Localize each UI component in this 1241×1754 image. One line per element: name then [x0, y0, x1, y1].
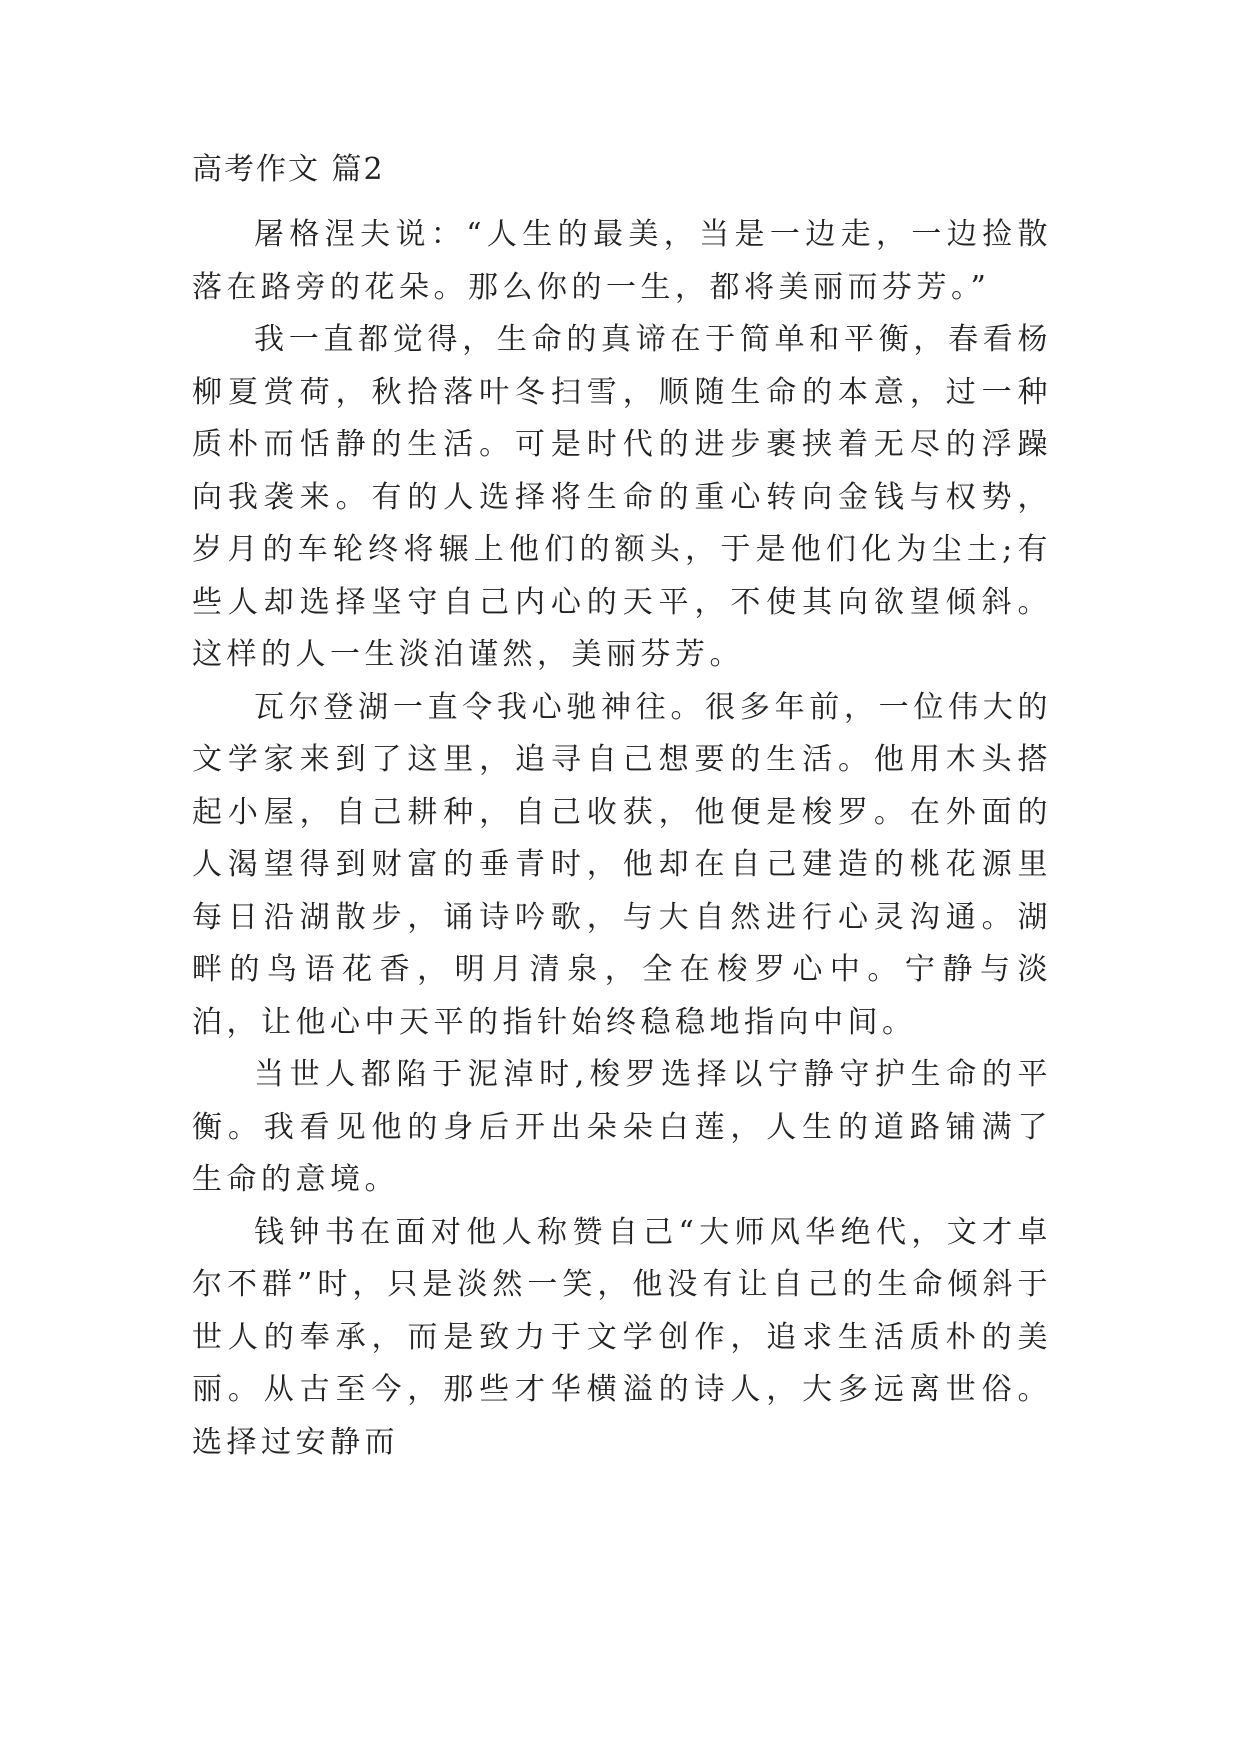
paragraph-simplicity-balance: 我一直都觉得，生命的真谛在于简单和平衡，春看杨柳夏赏荷，秋拾落叶冬扫雪，顺随生命的本意，过一种质朴而恬静的生活。可是时代的进步裹挟着无尽的浮躁向我袭来。有的人选择将生命的重心转向金钱与权势，岁月的车轮终将辗上他们的额头，于是他们化为尘土;有些人却选择坚守自己内心的天平，不使其向欲望倾斜。这样的人一生淡泊谨然，美丽芬芳。 — [192, 322, 1052, 672]
document-page — [192, 150, 1052, 1469]
paragraph-qian-zhongshu: 钱钟书在面对他人称赞自己“大师风华绝代，文才卓尔不群”时，只是淡然一笑，他没有让自己的生命倾斜于世人的奉承，而是致力于文学创作，追求生活质朴的美丽。从古至今，那些才华横溢的诗人，大多远离世俗。选择过安静而 — [192, 1214, 1052, 1460]
paragraph-walden-thoreau: 瓦尔登湖一直令我心驰神往。很多年前，一位伟大的文学家来到了这里，追寻自己想要的生活。他用木头搭起小屋，自己耕种，自己收获，他便是梭罗。在外面的人渴望得到财富的垂青时，他却在自己建造的桃花源里每日沿湖散步，诵诗吟歌，与大自然进行心灵沟通。湖畔的鸟语花香，明月清泉，全在梭罗心中。宁静与淡泊，让他心中天平的指针始终稳稳地指向中间。 — [192, 689, 1052, 1040]
paragraph-thoreau-balance: 当世人都陷于泥淖时,梭罗选择以宁静守护生命的平衡。我看见他的身后开出朵朵白莲，人生的道路铺满了生命的意境。 — [192, 1057, 1052, 1197]
paragraph-turgenev-quote: 屠格涅夫说：“人生的最美，当是一边走，一边捡散落在路旁的花朵。那么你的一生，都将美丽而芬芳。” — [192, 217, 1052, 305]
essay-heading: 高考作文 篇2 — [192, 152, 385, 187]
